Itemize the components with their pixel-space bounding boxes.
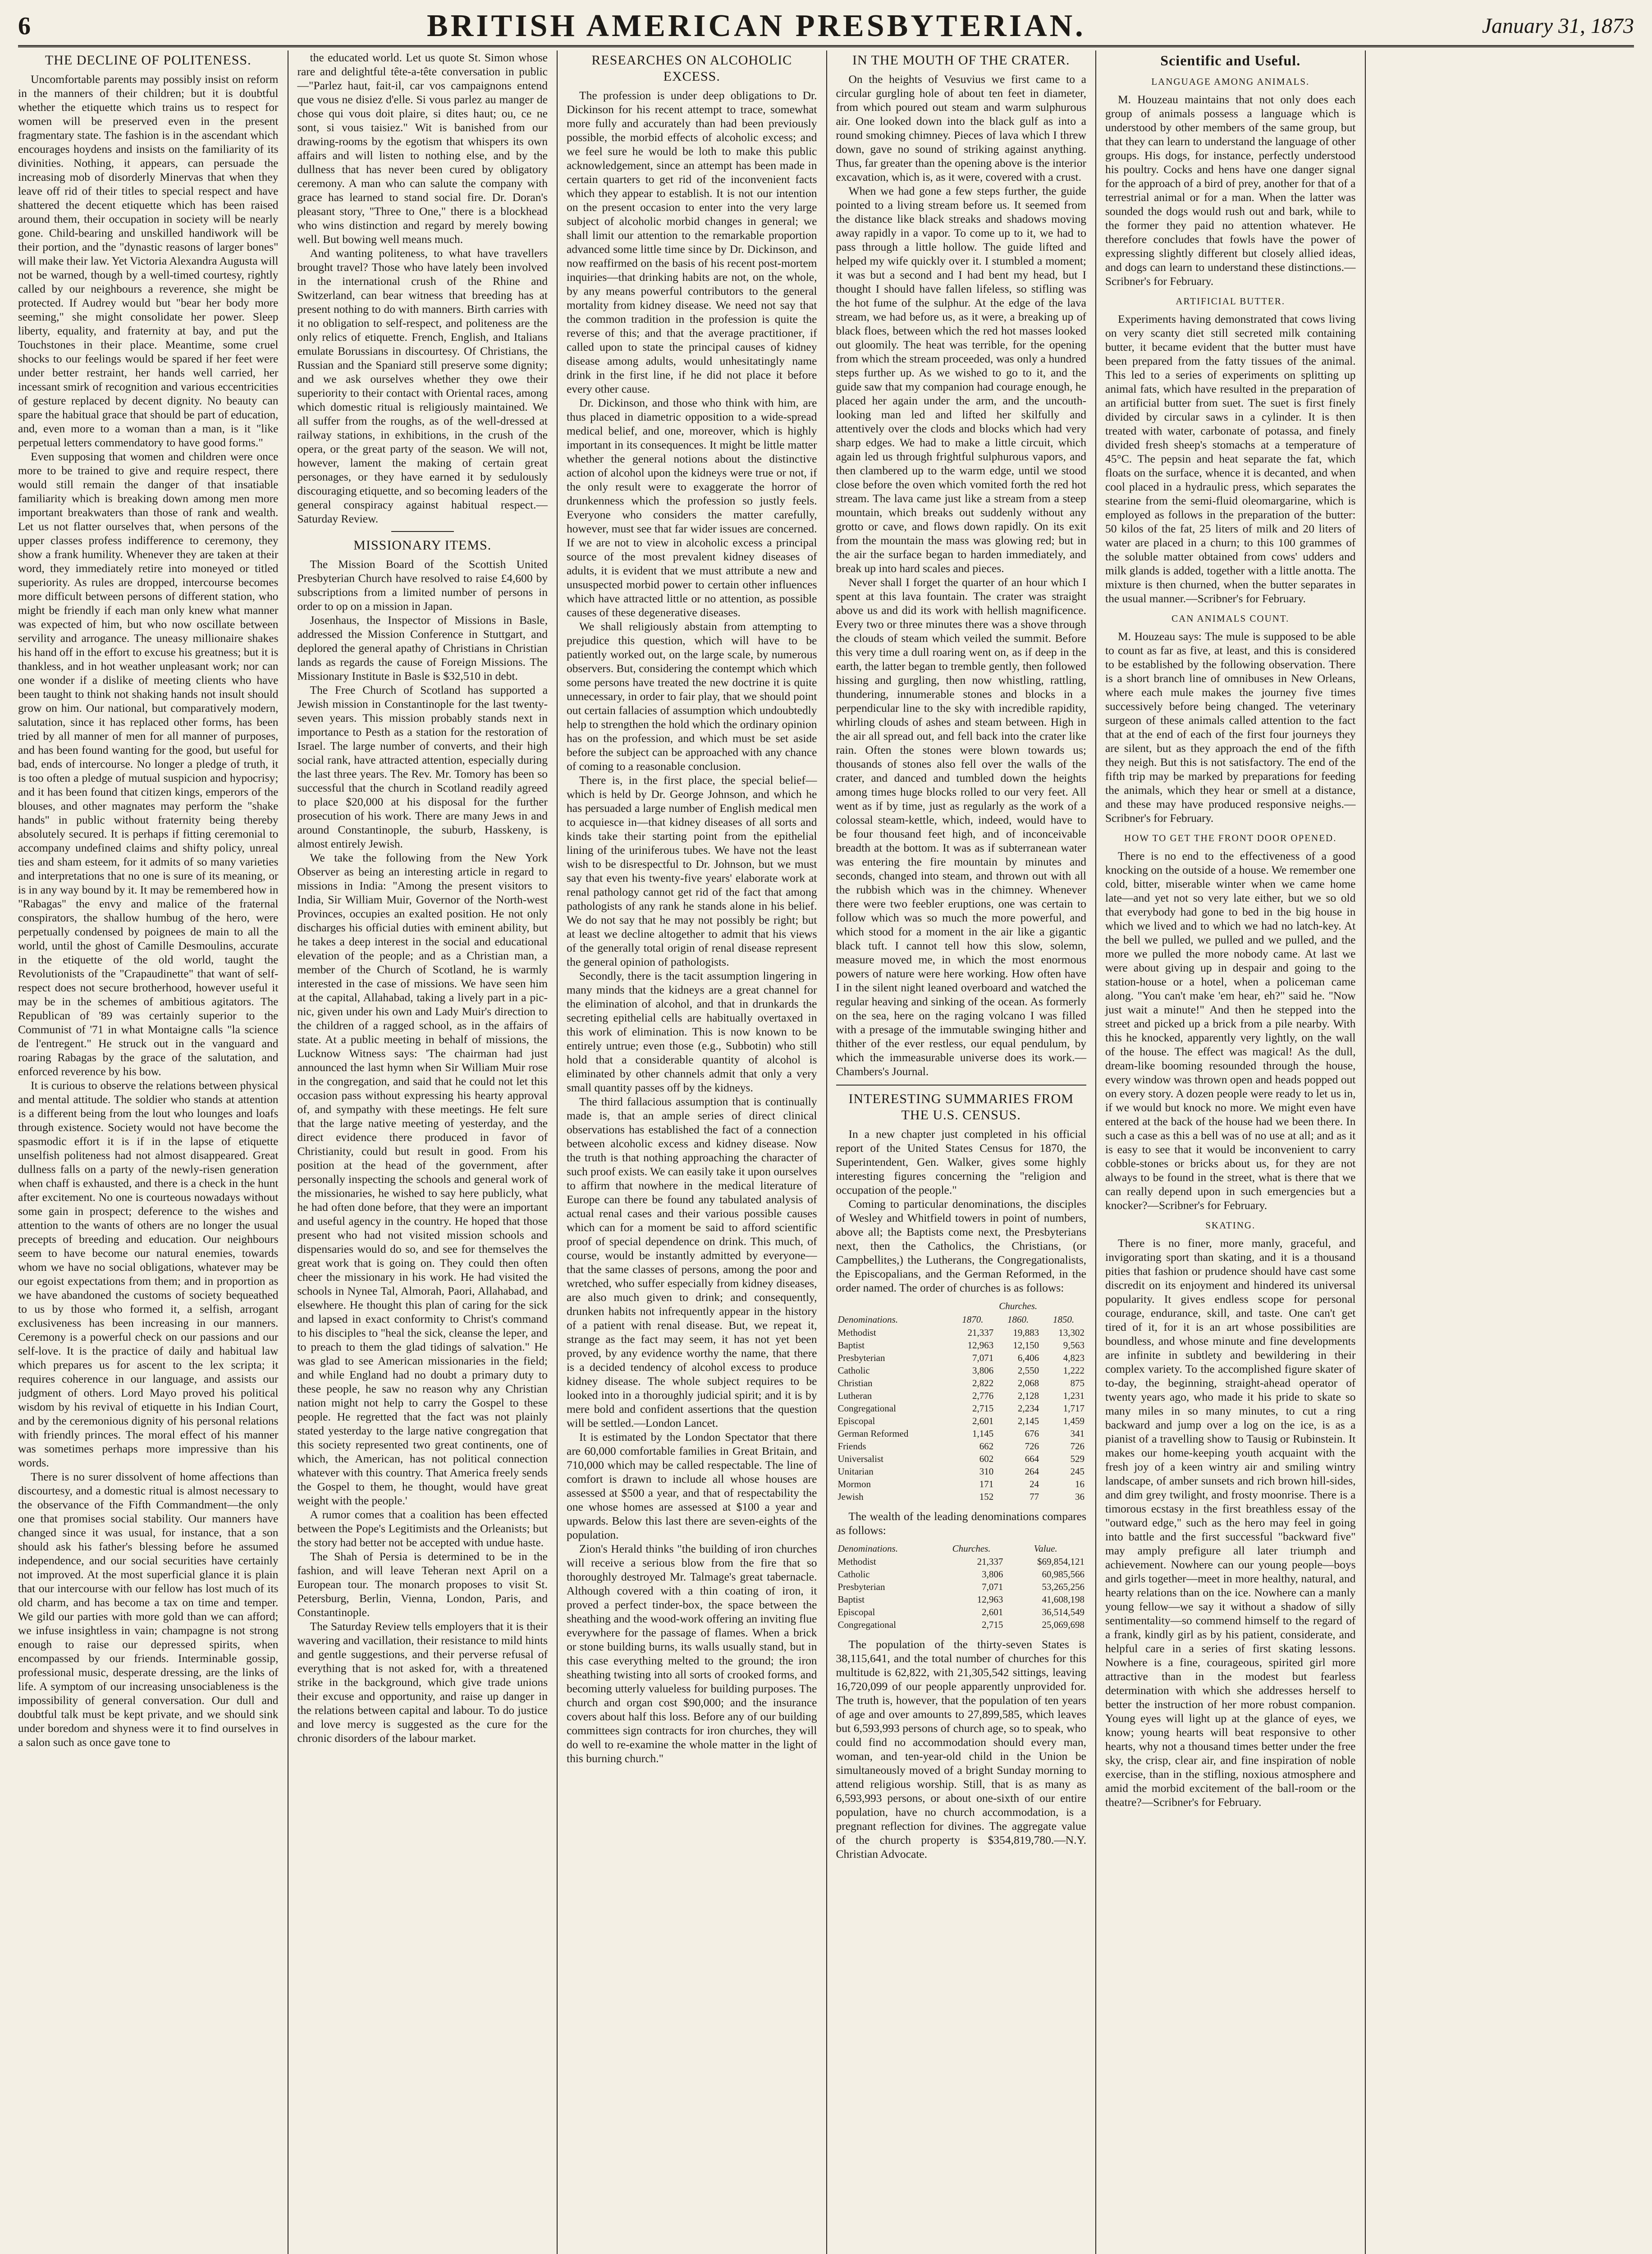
issue-date: January 31, 1873: [1482, 14, 1634, 38]
table-cell: 152: [979, 1491, 994, 1502]
table-cell: 24: [1030, 1479, 1039, 1489]
table-row: [836, 1440, 1087, 1452]
table-cell: 2,234: [1017, 1403, 1039, 1414]
table-cell: 1,222: [1063, 1365, 1085, 1376]
paragraph: The Saturday Review tells employers that it is their wavering and vacillation, their resistance to mild hints and gentle suggestions, and their perverse refusal of everything that is not asked for, with a threatened strike in the background, which give trade unions their excuse and opportunity, and raise up danger in the relations between capital and labour. To do justice and love mercy is suggested as the cure for the chronic disorders of the labour market.: [297, 1620, 548, 1745]
subsection-heading: LANGUAGE AMONG ANIMALS.: [1151, 76, 1310, 87]
table-cell: Catholic: [837, 1365, 870, 1376]
table-cell: 1,717: [1063, 1403, 1085, 1414]
article-body-missionary: [297, 557, 548, 1745]
subsection-heading: CAN ANIMALS COUNT.: [1172, 613, 1290, 624]
table-row: [836, 1364, 1087, 1377]
table-cell: 4,823: [1063, 1352, 1085, 1363]
census-intro: [836, 1127, 1087, 1295]
paragraph: The Free Church of Scotland has supported a Jewish mission in Constantinople for the last twenty-seven years. This mission probably stands next in importance to Pesth as a station for the restoration of Israel. The large number of converts, and their high social rank, have attracted attention, especially during the last three years. The Rev. Mr. Tomory has been so successful that the church in Scotland readily agreed to place $20,000 at his disposal for the further prosecution of his work. There are many Jews in and around Constantinople, the suburb, Hasskeny, is almost entirely Jewish.: [297, 683, 548, 850]
table-cell: 2,145: [1017, 1416, 1039, 1426]
table-cell: 53,265,256: [1042, 1581, 1085, 1592]
table-cell: 9,563: [1063, 1340, 1085, 1351]
paragraph: Coming to particular denominations, the disciples of Wesley and Whitfield towers in point of numbers, above all; the Baptists come next, the Presbyterians next, then the Catholics, the Christians, (or Campbellites,) the Lutherans, the Congregationalists, the Episcopalians, and the German Reformed, in the order named. The order of churches is as follows:: [836, 1197, 1086, 1294]
table-cell: 21,337: [967, 1327, 994, 1338]
table-cell: Congregational: [837, 1619, 896, 1630]
table-cell: Congregational: [837, 1403, 896, 1414]
table-cell: 2,822: [972, 1378, 994, 1388]
table-cell: 13,302: [1058, 1327, 1085, 1338]
table-cell: 16: [1075, 1479, 1085, 1489]
column-2: [288, 50, 557, 2254]
wealth-table: [836, 1542, 1087, 1631]
paragraph: Never shall I forget the quarter of an hour which I spent at this lava fountain. The crater was straight above us and did its work with hellish magnificence. Every two or three minutes there was a shove through the clouds of steam which veiled the summit. Before this very time a dull roaring went on, as if deep in the earth, the latter began to tremble gently, then followed hissing and gurgling, then now whistling, rattling, thundering, innumerable stones and blocks in a perpendicular line to the sky with incredible rapidity, whirling clouds of ashes and steam between. High in the air all spread out, and fell back into the crater like rain. Often the stones were blown towards us; thousands of stones also fell over the walls of the crater, and danced and tumbled down the heights among times huge blocks rolled to our very feet. All went as if by time, just as regularly as the work of a colossal steam-kettle, which, indeed, would have to be four thousand feet high, and of inconceivable breadth at the bottom. It was as if subterranean water was entering the fire mountain by minutes and seconds, changed into steam, and thrown out with all the rubbish which was in the chimney. Whenever there were two feebler eruptions, one was certain to follow which was so much the more powerful, and which stood for a moment in the air like a gigantic black tuft. I cannot tell how this slow, solemn, measure moved me, in which the most enormous powers of nature were here working. How often have I in the silent night leaned overboard and watched the regular heaving and sinking of the ocean. As formerly on the sea, here on the raging volcano I was filled with a presage of the immutable swinging hither and thither of the ever restless, our equal pendulum, by which the immeasurable universe does its work.—Chambers's Journal.: [836, 576, 1086, 1078]
table-cell: 3,806: [972, 1365, 994, 1376]
table-column-header: Churches.: [952, 1543, 991, 1554]
paragraph: We take the following from the New York Observer as being an interesting article in regard to missions in India: "Among the present visitors to India, Sir William Muir, Governor of the North-west Provinces, occupies an exalted position. He not only discharges his official duties with eminent ability, but he takes a deep interest in the social and educational elevation of the people; and as a Christian man, a member of the Church of Scotland, he is warmly interested in the case of missions. We have seen him at the capital, Allahabad, taking a lively part in a pic-nic, given under his own and Lady Muir's direction to the children of a ragged school, as in the affairs of state. At a public meeting in behalf of missions, the Lucknow Witness says: 'The chairman had just announced the last hymn when Sir William Muir rose in the congregation, and said that he could not let this occasion pass without expressing his hearty approval of, and sympathy with these meetings. He felt sure that the large native meeting of yesterday, and the direct evidence there produced in favor of Christianity, could but result in good. From his position at the head of the government, after personally inspecting the schools and general work of the missionaries, he wished to say here publicly, what he had often done before, that they were an important and useful agency in the country. He hoped that those present who had not visited mission schools and dispensaries would do so, and see for themselves the great work that is going on. They could then often cheer the missionary in his work. He had visited the schools in Nynee Tal, Almorah, Paori, Allahabad, and elsewhere. He thought this plan of caring for the sick and lapsed in exact conformity to Christ's command to his disciples to "heal the sick, cleanse the leper, and to preach to them the glad tidings of salvation." He was glad to see American missionaries in the field; and while England had no doubt a primary duty to these people, he saw no reason why any Christian nation might not help to carry the Gospel to these people. He regretted that the fact was not plainly stated yesterday to the large native congregation that this society represented two great continents, one of which, the American, has not political connection whatever with this country. That America freely sends the Gospel to them, he thought, would have great weight with the people.': [297, 851, 548, 1507]
table-cell: Catholic: [837, 1569, 870, 1580]
table-cell: 875: [1070, 1378, 1085, 1388]
table-cell: Baptist: [837, 1340, 865, 1351]
paragraph: Secondly, there is the tacit assumption lingering in many minds that the kidneys are a great channel for the elimination of alcohol, and that in drunkards the secreting epithelial cells are habitually overtaxed in this work of elimination. This is now known to be entirely untrue; even those (e.g., Subbotin) who still hold that a considerable quantity of alcohol is eliminated by other channels admit that only a very small quantity passes off by the kidneys.: [567, 969, 817, 1094]
table-column-header: Value.: [1034, 1543, 1057, 1554]
column-6: [1365, 50, 1634, 2254]
table-cell: 1,231: [1063, 1390, 1085, 1401]
table-row: [836, 1415, 1087, 1427]
table-row: [836, 1568, 1087, 1581]
paragraph: Zion's Herald thinks "the building of iron churches will receive a serious blow from the fire that so thoroughly destroyed Mr. Talmage's great tabernacle. Although covered with a thin coating of iron, it proved a perfect tinder-box, the space between the sheathing and the wood-work offering an inviting flue everywhere for the passage of flames. When a brick or stone building burns, its walls usually stand, but in this case everything melted to the ground; the iron sheathing twisting into all sorts of crooked forms, and becoming utterly valueless for building purposes. The church and organ cost $90,000; and the insurance covers about half this loss. Before any of our building committees sign contracts for iron churches, they will do well to re-examine the whole matter in the light of this burning church.": [567, 1542, 817, 1765]
table-row: [836, 1618, 1087, 1631]
table-cell: 529: [1070, 1453, 1085, 1464]
table-cell: 1,145: [972, 1428, 994, 1439]
article-heading-politeness: THE DECLINE OF POLITENESS.: [45, 53, 252, 68]
paragraph: Even supposing that women and children were once more to be trained to give and require respect, there would still remain the danger of that insatiable familiarity which is breaking down among men more important breakwaters than those of rank and wealth. Let us not flatter ourselves that, when persons of the upper classes profess indifference to ceremony, they show a frank humility. Whenever they are taken at their word, they immediately retire into moneyed or titled superiority. As rules are dropped, intercourse becomes more difficult between persons of different station, who might be friendly if each man only knew what manner was expected of him, but who now oscillate between servility and arrogance. The uneasy millionaire shakes his hand off in the effort to excuse his greatness; but it is thankless, and in hot weather unpleasant work; nor can one wonder if a dislike of meeting clients who have been taught to think not shaking hands not insult should grow on him. Our national, but comparatively modern, salutation, since it has replaced other forms, has been tried by all manner of men for all manner of purposes, and has been found wanting for the good, but useful for bad, ends of intercourse. No longer a pledge of truth, it is too often a pledge of mutual suspicion and hypocrisy; and it has been found that citizen kings, emperors of the blouses, and other magnates may perform the "shake hands" in public without fraternity being thereby absolutely secured. It is perhaps if fitting ceremonial to accompany undefined claims and shifty policy, unreal ties and sham esteem, for it admits of so many varieties and interpretations that no one is sure of its meaning, or is in any way bound by it. It may be remembered how in "Rabagas" the envy and malice of the fraternal conspirators, the shallow humbug of the hero, were perpetually condensed by poignees de main to all the world, until the ghost of Camille Desmoulins, accurate in the etiquette of the old world, taught the Revolutionists of the "Crapaudinette" that want of self-respect does not secure brotherhood, however useful it may be in the schemes of ambitious agitators. The Republican of '89 was certainly superior to the Communist of '71 in what Montaigne calls "la science de l'entregent." He struck out in the vanguard and roaring Rabagas by the grace of the salutation, and enforced reverence by his bow.: [18, 450, 279, 1078]
column-3: [557, 50, 826, 2254]
table-cell: Jewish: [837, 1491, 864, 1502]
table-cell: 2,715: [972, 1403, 994, 1414]
paragraph: the educated world. Let us quote St. Simon whose rare and delightful tête-a-tête conversation in public—"Parlez haut, fait-il, car vos campaignons entend que vous ne disiez d'elle. Si vous parlez au manger de chose qui vous doit plaire, si dites haut; ou, ce ne sont, si vous taisiez." Wit is banished from our drawing-rooms by the egotism that whispers its own affairs and will listen to nothing else, and by the dullness that has never been cured by obligatory ceremony. A man who can salute the company with grace has learned to stand social fire. Dr. Doran's pleasant story, "Three to One," there is a blockhead who wins distinction and regard by merely bowing well. But bowing well means much.: [297, 51, 548, 246]
table-cell: 2,776: [972, 1390, 994, 1401]
article-heading-alcohol: RESEARCHES ON ALCOHOLIC EXCESS.: [591, 53, 792, 84]
column-1: [18, 50, 288, 2254]
table-cell: 41,608,198: [1042, 1594, 1085, 1605]
churches-table: [836, 1299, 1087, 1503]
subsection-heading: HOW TO GET THE FRONT DOOR OPENED.: [1124, 833, 1337, 843]
paragraph: M. Houzeau says: The mule is supposed to be able to count as far as five, at least, and this is considered to be established by the following observation. There is a short branch line of omnibuses in New Orleans, where each mule makes the journey five times successively before being changed. The veterinary surgeon of these animals called attention to the fact that at the end of each of the first four journeys they are silent, but as they approach the end of the fifth they neigh. But this is not satisfactory. The end of the fifth trip may be marked by preparations for feeding the animals, which they hear or smell at a distance, and these may have produced responsive neighs.—Scribner's for February.: [1105, 630, 1356, 825]
scientific-sections: [1105, 75, 1356, 1809]
section-divider: [391, 531, 454, 532]
paragraph: We shall religiously abstain from attempting to prejudice this question, which will have to be patiently worked out, on the large scale, by numerous observers. But, considering the contempt which which some persons have treated the new doctrine it is quite unnecessary, in order to fair play, that we should point out certain fallacies of assumption which undoubtedly help to strengthen the hold which the ordinary opinion has on the profession, and which must be set aside before the subject can be approached with any chance of coming to a reasonable conclusion.: [567, 620, 817, 773]
table-row: [836, 1490, 1087, 1503]
paragraph: The Shah of Persia is determined to be in the fashion, and will leave Teheran next April on a European tour. The monarch proposes to visit St. Petersburg, Berlin, Vienna, London, Paris, and Constantinople.: [297, 1550, 548, 1619]
wealth-intro: The wealth of the leading denominations compares as follows:: [836, 1510, 1086, 1537]
table-cell: $69,854,121: [1037, 1556, 1085, 1567]
paper-title: BRITISH AMERICAN PRESBYTERIAN.: [427, 8, 1086, 43]
paragraph: The profession is under deep obligations to Dr. Dickinson for his recent attempt to trace, somewhat more fully and accurately than had been previously possible, the morbid effects of alcoholic excess; and we feel sure he would be loth to make this public acknowledgement, since an attempt has been made in certain quarters to get rid of the inconvenient facts which they appear to establish. It is not our intention on the present occasion to enter into the very large subject of alcoholic morbid changes in general; we shall limit our attention to the remarkable proportion advanced some little time since by Dr. Dickinson, and now reaffirmed on the basis of his recent post-mortem inquiries—that drinking habits are not, on the whole, by any means powerful contributors to the general mortality from kidney disease. We need not say that the common tradition in the profession is quite the reverse of this; and that the average practitioner, if called upon to state the principal causes of kidney disease among adults, would unhesitatingly name drink in the first line, if he did not place it before every other cause.: [567, 89, 817, 395]
table-cell: Mormon: [837, 1479, 871, 1489]
subsection-heading: SKATING.: [1205, 1220, 1256, 1231]
masthead: [18, 9, 1634, 43]
paragraph: There is no end to the effectiveness of a good knocking on the outside of a house. We remember one cold, bitter, miserable winter when we came home late—and yet not so very late either, but we so old that everybody had gone to bed in the big house in which we lived and to which we had no latch-key. At the bell we pulled, we pulled and we pulled, and the more we pulled the more nobody came. At last we were about giving up in despair and going to the station-house or a hotel, when a policeman came along. "You can't make 'em hear, eh?" said he. "Now just wait a minute!" And then he stepped into the street and picked up a brick from a pile nearby. With this he knocked, apparently very lightly, on the wall of the house. The effect was magical! As the dull, dream-like booming resounded through the house, every window was thrown open and heads popped out on every story. A dozen people were ready to let us in, if we would but knock no more. We might even have entered at the back of the house had we been there. In such a case as this a bell was of no use at all; and as it is easy to see that it would be inconvenient to carry cobble-stones or bricks about us, for they are not always to be found in the street, what is there that we can really depend upon in such emergencies but a knocker?—Scribner's for February.: [1105, 849, 1356, 1212]
table-cell: 25,069,698: [1042, 1619, 1085, 1630]
paragraph: It is curious to observe the relations between physical and mental attitude. The soldier who stands at attention is a different being from the lout who lounges and loafs through existence. Society would not have become the spasmodic effort it is if in the lapse of etiquette unselfish politeness had not almost disappeared. Great dullness falls on a party of the newly-risen generation when chaff is exhausted, and there is a check in the hunt after excitement. No one is courteous nowadays without some gain in prospect; deference to the wishes and attention to the wants of others are no longer the usual precepts of breeding and education. Our neighbours seem to have become our natural enemies, towards whom we have no social obligations, whatever may be our egoist expectations from them; and in proportion as we have abandoned the customs of society bequeathed to us by those who formed it, a selfish, arrogant exclusiveness has been increasing in our manners. Ceremony is a powerful check on our passions and our self-love. It is the practice of daily and habitual law which prepares us for ascent to the lex scripta; it requires coherence in our language, and assists our judgment of others. Lord Mayo proved his political wisdom by his revival of etiquette in his Indian Court, and by the ceremonious dignity of his personal relations with friendly princes. The moral effect of his manner was sometimes perhaps more impressive than his words.: [18, 1079, 279, 1469]
table-cell: 310: [979, 1466, 994, 1477]
article-body-politeness-continued: [297, 50, 548, 526]
table-cell: 7,071: [982, 1581, 1003, 1592]
table-cell: 171: [979, 1479, 994, 1489]
table-column-header: Denominations.: [837, 1543, 898, 1554]
paragraph: Uncomfortable parents may possibly insist on reform in the manners of their children; but it is doubtful whether the etiquette which trains us to respect for women will be preserved even in the present fragmentary state. The fashion is in the ascendant which encourages hoydens and insists on the familiarity of its divinities. Nothing, it appears, can persuade the increasing mob of disorderly Minervas that when they leave off rid of their titles to special respect and have shattered the decent etiquette which has been raised around them, their occupation in society will be nearly gone. Child-bearing and unskilled handiwork will be their portion, and the "dynastic reasons of larger bones" will make their law. Yet Victoria Alexandra Augusta will not be warned, though by a well-timed courtesy, rightly called by our neighbours a reverence, she might be protected. If Audrey would but "bear her body more seeming," she might consolidate her power. Sleep liberty, equality, and fraternity at bay, and put the Touchstones in their place. Meantime, some cruel shocks to our feelings would be spared if her feet were under better restraint, her hands well carried, her incessant smirk of recognition and various eccentricities of gesture replaced by decent dignity. No beauty can spare the habitual grace that should be part of education, and, even more to a woman than a man, is it "like perpetual letters commendatory to have good forms.": [18, 73, 279, 449]
paragraph: The Mission Board of the Scottish United Presbyterian Church have resolved to raise £4,600 by subscriptions from a limited number of persons in order to op on a mission in Japan.: [297, 558, 548, 613]
table-cell: Methodist: [837, 1556, 876, 1567]
table-cell: 726: [1025, 1441, 1039, 1452]
census-closing: The population of the thirty-seven States is 38,115,641, and the total number of churches for this multitude is 62,822, with 21,305,542 sittings, leaving 16,720,099 of our people apparently unprovided for. The truth is, however, that the population of ten years of age and over amounts to 27,899,585, which leaves but 6,593,993 persons of church age, so to speak, who could find no accommodation should every man, woman, and ten-year-old child in the Union be simultaneously moved of a bright Sunday morning to attend religious worship. Still, that is as many as 6,593,993 persons, or about one-sixth of our entire population, have no church accommodation, is a pregnant reflection for divines. The aggregate value of the church property is $354,819,780.—N.Y. Christian Advocate.: [836, 1638, 1086, 1860]
table-row: [836, 1326, 1087, 1339]
table-row: [836, 1427, 1087, 1440]
article-heading-census: INTERESTING SUMMARIES FROM THE U.S. CENSUS.: [836, 1085, 1087, 1123]
table-cell: 60,985,566: [1042, 1569, 1085, 1580]
table-cell: 36: [1075, 1491, 1085, 1502]
table-cell: 662: [979, 1441, 994, 1452]
table-cell: 245: [1070, 1466, 1085, 1477]
table-cell: 341: [1070, 1428, 1085, 1439]
table-cell: 726: [1070, 1441, 1085, 1452]
column-5: [1095, 50, 1365, 2254]
paragraph: There is, in the first place, the special belief—which is held by Dr. George Johnson, and which he has persuaded a large number of English medical men to acquiesce in—that kidney diseases of all sorts and kinds take their starting point from the epithelial lining of the uriniferous tubes. We have not the least wish to be disrespectful to Dr. Johnson, but we must say that even his twenty-five years' elaborate work at renal pathology cannot get rid of the fact that among pathologists of any rank he stands alone in his belief. We do not say that he may not possibly be right; but at least we decline altogether to admit that his views of the generally total origin of renal disease represent the general opinion of pathologists.: [567, 774, 817, 968]
table-cell: Episcopal: [837, 1607, 875, 1617]
table-row: [836, 1478, 1087, 1490]
table-cell: 264: [1025, 1466, 1039, 1477]
table-cell: 7,071: [972, 1352, 994, 1363]
paragraph: When we had gone a few steps further, the guide pointed to a living stream before us. It seemed from the distance like black streaks and shadows moving away rapidly in a vapor. To come up to it, we had to pass through a little hollow. The guide lifted and helped my wife quickly over it. I stumbled a moment; it was but a second and I had bent my head, but I thought I should have fallen lifeless, so stifling was the hot fume of the sulphur. At the edge of the lava stream, we had before us, as it were, a breaking up of black floes, between which the red hot masses looked out gloomily. The heat was terrible, for the opening from which the stream proceeded, was only a hundred steps further up. As we wished to go to it, and the guide saw that my companion had courage enough, he placed her again under the arm, and the uncouth-looking man led and lifted her skilfully and attentively over the clods and blocks which had very sharp edges. We had to make a little circuit, which again led us through frightful sulphurous vapors, and then clambered up to the warm edge, until we stood close before the oven which vomited forth the red hot stream. The lava came just like a stream from a steep mountain, which breaks out suddenly without any grotto or cave, and flows down rapidly. On its exit from the mountain the mass was glowing red; but in the air the surface began to harden immediately, and break up into hard scales and pieces.: [836, 184, 1086, 575]
article-body-crater: [836, 72, 1087, 1078]
table-cell: Methodist: [837, 1327, 876, 1338]
table-cell: 2,715: [982, 1619, 1003, 1630]
paragraph: The third fallacious assumption that is continually made is, that an ample series of direct clinical observations has established the fact of a connection between alcoholic excess and kidney disease. Now the truth is that nothing approaching the character of such proof exists. We can easily take it upon ourselves to affirm that nowhere in the medical literature of Europe can there be found any tabulated analysis of actual renal cases and their various possible causes which can for a moment be said to afford scientific proof of special dependence on drink. This much, of course, would be instantly admitted by everyone—that the same classes of persons, among the poor and wretched, who suffer especially from kidney diseases, are also much given to drink; and consequently, drunken habits not infrequently appear in the history of a patient with renal disease. But, we repeat it, strange as the fact may seem, it has not yet been proved, by any evidence worthy the name, that there is a decided tendency of alcohol excess to produce kidney disease. The whole subject requires to be looked into in a thoroughly judicial spirit; and it is by mere bold and confident assertions that the question will be settled.—London Lancet.: [567, 1095, 817, 1429]
table-cell: Presbyterian: [837, 1581, 885, 1592]
table-row: [836, 1452, 1087, 1465]
churches-table-header: Churches.: [999, 1301, 1038, 1311]
table-cell: 12,150: [1013, 1340, 1039, 1351]
table-row: [836, 1465, 1087, 1478]
table-cell: 2,068: [1017, 1378, 1039, 1388]
table-cell: 664: [1025, 1453, 1039, 1464]
table-cell: Baptist: [837, 1594, 865, 1605]
table-cell: Lutheran: [837, 1390, 872, 1401]
table-cell: Episcopal: [837, 1416, 875, 1426]
table-cell: 36,514,549: [1042, 1607, 1085, 1617]
article-heading-crater: IN THE MOUTH OF THE CRATER.: [852, 53, 1070, 68]
table-cell: Universalist: [837, 1453, 883, 1464]
table-cell: Unitarian: [837, 1466, 874, 1477]
paragraph: There is no surer dissolvent of home affections than discourtesy, and a domestic ritual is almost necessary to the observance of the Fifth Commandment—the only one that promises social stability. Our manners have changed since it was usual, for instance, that a son should ask his father's blessing before he assumed independence, and our social securities have certainly not improved. At the most superficial glance it is plain that our intercourse with our fellow has lost much of its old charm, and has become a tax on time and temper. We gild our parties with more gold than we can afford; we infuse insightless in vain; champagne is not strong enough to raise our depressed spirits, when encompassed by our friends. Interminable gossip, professional music, desperate dressing, are the links of life. A symptom of our increasing unsociableness is the impossibility of general conversation. Our dull and doubtful talk must be kept private, and we should sink under boredom and shyness were it to find ourselves in a salon such as once gave tone to: [18, 1470, 279, 1749]
table-cell: 2,601: [972, 1416, 994, 1426]
paragraph: Experiments having demonstrated that cows living on very scanty diet still secreted milk containing butter, it became evident that the butter must have been prepared from the fatty tissues of the animal. This led to a series of experiments on splitting up animal fats, which have resulted in the preparation of an artificial butter from suet. The suet is first finely divided by circular saws in a cylinder. It is then treated with water, carbonate of potassa, and finely divided fresh sheep's stomachs at a temperature of 45°C. The pepsin and heat separate the fat, which floats on the surface, whence it is decanted, and when cool placed in a hydraulic press, which separates the stearine from the semi-fluid oleomargarine, which is employed as follows in the preparation of the butter: 50 kilos of the fat, 25 liters of milk and 20 liters of water are placed in a churn; to this 100 grammes of the soluble matter obtained from cows' udders and milk glands is added, together with a little anotta. The mixture is then churned, when the butter separates in the usual manner.—Scribner's for February.: [1105, 312, 1356, 605]
table-cell: Presbyterian: [837, 1352, 885, 1363]
table-cell: 2,128: [1017, 1390, 1039, 1401]
table-row: [836, 1555, 1087, 1568]
article-body-alcohol: [567, 88, 817, 1765]
column-4: [826, 50, 1096, 2254]
table-row: [836, 1581, 1087, 1593]
table-row: [836, 1593, 1087, 1606]
table-column-header: 1870.: [962, 1314, 984, 1325]
table-cell: 12,963: [967, 1340, 994, 1351]
article-body-politeness: [18, 72, 279, 1749]
paragraph: M. Houzeau maintains that not only does each group of animals possess a language which is understood by other members of the same group, but that they can learn to understand the language of other groups. His dogs, for instance, perfectly understood his poultry. Cocks and hens have one danger signal for the approach of a bird of prey, another for that of a terrestrial animal or for a man. When the latter was sounded the dogs would rush out and bark, while to the former they paid no attention whatever. He therefore concludes that fowls have the power of expressing slightly different but closely allied ideas, and dogs can learn to understand these distinctions.—Scribner's for February.: [1105, 93, 1356, 288]
paragraph: On the heights of Vesuvius we first came to a circular gurgling hole of about ten feet in diameter, from which poured out steam and warm sulphurous air. One looked down into the black gulf as into a round smoking chimney. Pieces of lava which I threw down, gave no sound of striking against anything. Thus, far greater than the opening above is the interior excavation, which is, as it were, covered with a crust.: [836, 73, 1086, 183]
table-cell: Friends: [837, 1441, 866, 1452]
table-row: [836, 1339, 1087, 1351]
paragraph: And wanting politeness, to what have travellers brought travel? Those who have lately been involved in the international crush of the Rhine and Switzerland, can bear witness that breeding has at present nothing to do with manners. Birth carries with it no obligation to self-respect, and politeness are the only relics of etiquette. French, English, and Italians emulate Borussians in discourtesy. Of Christians, the Russian and the Spaniard still preserve some dignity; and we ask ourselves whether they owe their superiority to their contact with Oriental races, among which domestic ritual is religiously maintained. We all suffer from the roughs, as of the well-dressed at railway stations, in exhibitions, in the crush of the opera, or the great party of the season. We will not, however, lament the making of certain great personages, or they have earned it by sedulously discouraging etiquette, and so becoming leaders of the general conspiracy against habitual respect.—Saturday Review.: [297, 247, 548, 525]
table-cell: 602: [979, 1453, 994, 1464]
table-cell: 2,601: [982, 1607, 1003, 1617]
masthead-rule: [18, 45, 1634, 47]
paragraph: There is no finer, more manly, graceful, and invigorating sport than skating, and it is a thousand pities that fashion or prudence should have cast some discredit on its enjoyment and hindered its universal popularity. It gives endless scope for personal courage, endurance, skill, and taste. One can't get tired of it, for it is an art whose possibilities are boundless, and whose minute and fine developments are infinite in subtlety and bewildering in their complex variety. To the accomplished figure skater of to-day, the beginning, straight-ahead operator of twenty years ago, who made it his pride to skate so many miles in so many minutes, to cut a ring backward and jump over a log on the ice, is as a pianist of a travelling show to Tausig or Rubinstein. It makes our home-keeping youth acquaint with the fresh joy of a keen wintry air and smiling wintry landscape, of amber sunsets and rich brown hill-sides, and dim grey twilight, and frosty moonrise. There is a timorous ecstasy in the first breathless essay of the "outward edge," such as the hero may feel in going into battle and the first successful "backward five" may amply prefigure all later triumph and achievement. Nowhere can our young people—boys and girls together—meet in more healthy, natural, and hearty relations than on the ice. Nowhere can a manly young fellow—we say it without a shadow of silly sentimentality—so commend himself to the regard of a frank, kindly girl as by his patient, considerate, and helpful care in a series of first skating lessons. Nowhere is a fine, courageous, spirited girl more attractive than in the modest but fearless determination with which she addresses herself to better the instruction of her more robust companion. Young eyes will light up at the glance of eyes, we know; young hearts will beat responsive to other hearts, why not a thousand times better under the free sky, the crisp, clear air, and fine inspiration of noble exercise, than in the stifling, noxious atmosphere and amid the morbid excitement of the ball-room or the theatre?—Scribner's for February.: [1105, 1237, 1356, 1809]
table-cell: Christian: [837, 1378, 873, 1388]
columns: [18, 50, 1634, 2254]
table-cell: 3,806: [982, 1569, 1003, 1580]
table-cell: 77: [1030, 1491, 1039, 1502]
article-heading-missionary: MISSIONARY ITEMS.: [353, 538, 492, 553]
paragraph: In a new chapter just completed in his official report of the United States Census for 1870, the Superintendent, Gen. Walker, gives some highly interesting figures concerning the "religion and occupation of the people.": [836, 1127, 1086, 1196]
table-column-header: 1860.: [1007, 1314, 1029, 1325]
subsection-heading: ARTIFICIAL BUTTER.: [1176, 296, 1286, 307]
table-column-header: Denominations.: [837, 1314, 898, 1325]
table-row: [836, 1606, 1087, 1618]
paragraph: A rumor comes that a coalition has been effected between the Pope's Legitimists and the Orleanists; but the story had better not be accepted with undue haste.: [297, 1508, 548, 1549]
table-cell: 2,550: [1017, 1365, 1039, 1376]
paragraph: It is estimated by the London Spectator that there are 60,000 comfortable families in Great Britain, and 710,000 which may be called respectable. The line of comfort is drawn to include all whose houses are assessed at $500 a year, and that of respectability the one whose homes are assessed at $100 a year and upwards. Below this last there are seven-eights of the population.: [567, 1430, 817, 1541]
page-number: 6: [18, 12, 31, 40]
table-cell: 1,459: [1063, 1416, 1085, 1426]
paragraph: Josenhaus, the Inspector of Missions in Basle, addressed the Mission Conference in Stuttgart, and deplored the general apathy of Christians in Christian lands as regards the cause of Foreign Missions. The Missionary Institute in Basle is $32,510 in debt.: [297, 614, 548, 683]
table-cell: 21,337: [977, 1556, 1003, 1567]
section-heading-scientific: Scientific and Useful.: [1160, 52, 1301, 69]
table-column-header: 1850.: [1053, 1314, 1075, 1325]
table-cell: 676: [1025, 1428, 1039, 1439]
table-cell: 6,406: [1017, 1352, 1039, 1363]
table-row: [836, 1351, 1087, 1364]
table-cell: 19,883: [1013, 1327, 1039, 1338]
table-row: [836, 1389, 1087, 1402]
table-cell: German Reformed: [837, 1428, 909, 1439]
table-cell: 12,963: [977, 1594, 1003, 1605]
paragraph: Dr. Dickinson, and those who think with him, are thus placed in diametric opposition to a wide-spread medical belief, and one, moreover, which is highly important in its consequences. It might be little matter whether the general notions about the distinctive action of alcohol upon the kidneys were true or not, if the only result were to exaggerate the horror of drunkenness which the profession so justly feels. Everyone who considers the matter carefully, however, must see that far wider issues are concerned. If we are not to view in alcoholic excess a principal source of the most prevalent kidney diseases of adults, it is evident that we must attribute a new and unsuspected morbid power to certain other influences which have attracted little or no attention, as possible causes of these degenerative diseases.: [567, 396, 817, 619]
table-row: [836, 1402, 1087, 1415]
table-row: [836, 1377, 1087, 1389]
